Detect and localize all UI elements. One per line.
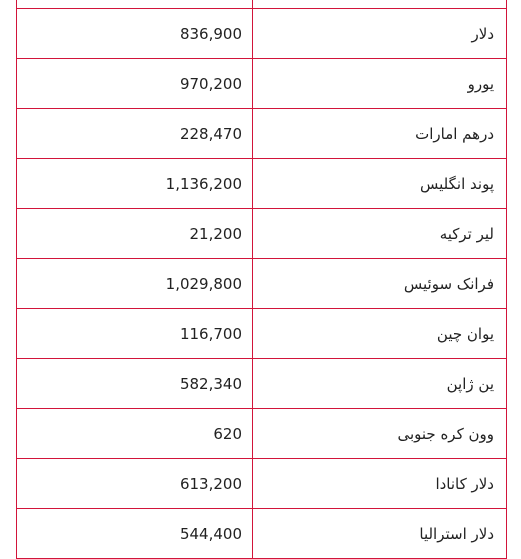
table-row [17, 59, 507, 109]
table-row [17, 459, 507, 509]
currency-name-cell [253, 0, 507, 9]
currency-name-cell: ین ژاپن [253, 359, 507, 409]
currency-rate-cell: 116,700 [17, 309, 253, 359]
currency-rate-cell: 1,136,200 [17, 159, 253, 209]
table-row [17, 409, 507, 459]
currency-rate-cell: 836,900 [17, 9, 253, 59]
table-row [17, 9, 507, 59]
currency-rate-cell: 228,470 [17, 109, 253, 159]
currency-name-cell: درهم امارات [253, 109, 507, 159]
table-row [17, 259, 507, 309]
currency-rate-cell: 544,400 [17, 509, 253, 559]
currency-rate-cell [17, 0, 253, 9]
currency-name-cell: وون کره جنوبی [253, 409, 507, 459]
currency-name-cell: یوان چین [253, 309, 507, 359]
currency-rates-table [16, 0, 507, 559]
rates-body [17, 0, 507, 559]
table-row [17, 109, 507, 159]
table-row [17, 359, 507, 409]
currency-name-cell: یورو [253, 59, 507, 109]
table-row [17, 209, 507, 259]
currency-rate-cell: 970,200 [17, 59, 253, 109]
currency-rate-cell: 21,200 [17, 209, 253, 259]
table-row [17, 159, 507, 209]
currency-name-cell: لیر ترکیه [253, 209, 507, 259]
currency-rate-cell: 1,029,800 [17, 259, 253, 309]
currency-name-cell: پوند انگلیس [253, 159, 507, 209]
currency-rate-cell: 613,200 [17, 459, 253, 509]
table-row [17, 309, 507, 359]
currency-name-cell: دلار کانادا [253, 459, 507, 509]
currency-name-cell: دلار [253, 9, 507, 59]
currency-name-cell: فرانک سوئیس [253, 259, 507, 309]
currency-rate-cell: 582,340 [17, 359, 253, 409]
table-row [17, 509, 507, 559]
currency-rate-cell: 620 [17, 409, 253, 459]
currency-name-cell: دلار استرالیا [253, 509, 507, 559]
table-row [17, 0, 507, 9]
